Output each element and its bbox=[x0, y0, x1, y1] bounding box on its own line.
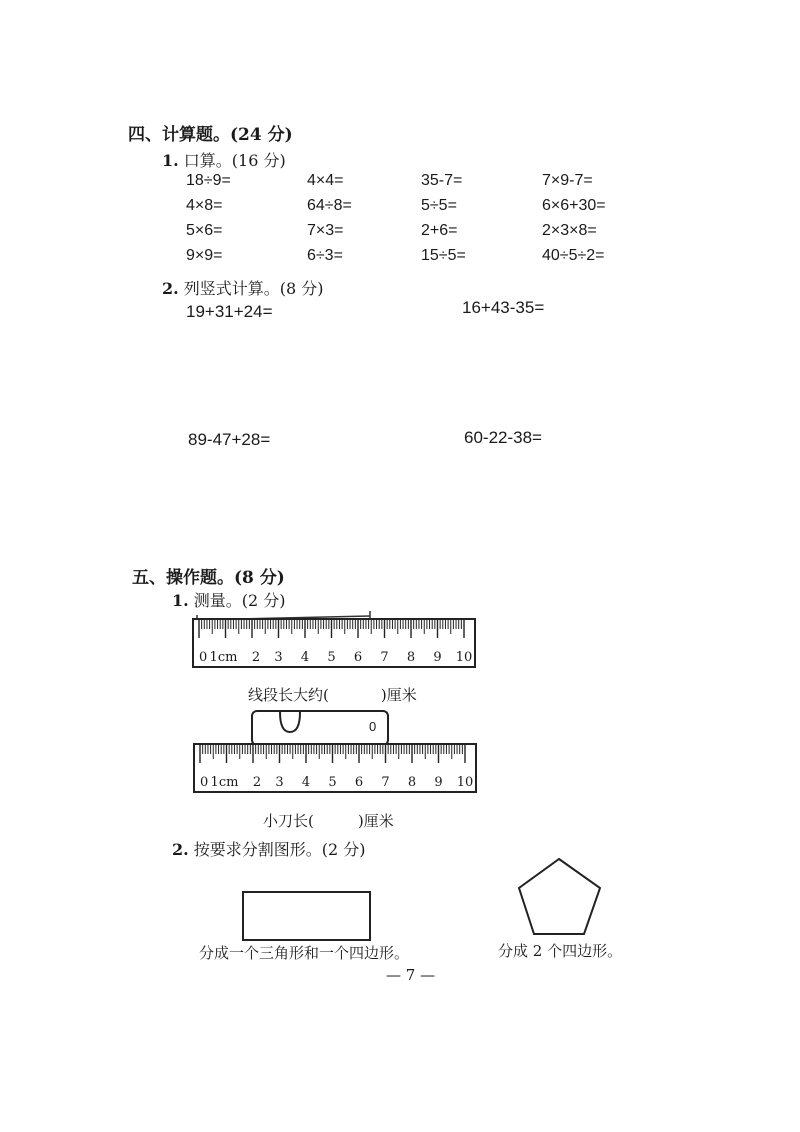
ruler-label: 7 bbox=[380, 650, 389, 665]
mental-math-item: 5÷5= bbox=[421, 197, 457, 214]
mental-math-item: 7×3= bbox=[307, 222, 344, 239]
pentagon-shape bbox=[512, 855, 608, 939]
knife-length-answer bbox=[263, 810, 394, 831]
knife-image bbox=[251, 710, 389, 746]
knife-length-prefix: 小刀长( bbox=[263, 812, 314, 830]
mental-math-item: 6÷3= bbox=[307, 247, 343, 264]
vertical-problem: 60-22-38= bbox=[464, 428, 542, 447]
question-1-label: 口算。(16 分) bbox=[183, 151, 286, 170]
ruler-label: 5 bbox=[327, 650, 336, 665]
ruler-label: 6 bbox=[354, 775, 364, 790]
mental-math-item: 9×9= bbox=[186, 247, 223, 264]
mental-math-item: 18÷9= bbox=[186, 172, 231, 189]
ruler-label: 10 bbox=[455, 650, 473, 665]
measure-number: 1. bbox=[172, 591, 189, 610]
ruler-label: 2 bbox=[252, 775, 262, 790]
ruler-label: 5 bbox=[328, 775, 337, 790]
ruler-label: 4 bbox=[301, 775, 311, 790]
ruler-label: 0 bbox=[199, 650, 208, 665]
question-2-label: 列竖式计算。(8 分) bbox=[183, 279, 324, 298]
mental-math-item: 7×9-7= bbox=[542, 172, 593, 189]
knife-notch-icon bbox=[253, 712, 387, 744]
divide-shapes-label: 按要求分割图形。(2 分) bbox=[193, 840, 366, 859]
ruler-label: 3 bbox=[274, 650, 283, 665]
segment-length-prefix: 线段长大约( bbox=[248, 686, 329, 704]
mental-math-item: 6×6+30= bbox=[542, 197, 606, 214]
mental-math-item: 35-7= bbox=[421, 172, 463, 189]
divide-shapes-number: 2. bbox=[172, 840, 189, 859]
ruler-scale bbox=[195, 745, 475, 791]
question-2-heading bbox=[162, 276, 324, 299]
mental-math-item: 4×4= bbox=[307, 172, 344, 189]
ruler-label: 7 bbox=[381, 775, 390, 790]
rectangle-shape bbox=[242, 891, 371, 941]
ruler-label: 9 bbox=[434, 775, 443, 790]
ruler-label: 8 bbox=[406, 650, 416, 665]
page-number: — 7 — bbox=[386, 966, 436, 984]
mental-math-item: 2×3×8= bbox=[542, 222, 597, 239]
ruler-label: 8 bbox=[407, 775, 417, 790]
segment-length-suffix: )厘米 bbox=[380, 686, 417, 704]
ruler-label: 1cm bbox=[209, 650, 238, 665]
ruler-label: 9 bbox=[433, 650, 442, 665]
ruler-label: 2 bbox=[251, 650, 261, 665]
pentagon-instruction: 分成 2 个四边形。 bbox=[498, 942, 623, 960]
ruler-label: 4 bbox=[300, 650, 310, 665]
mental-math-item: 4×8= bbox=[186, 197, 223, 214]
section-4-title: 四、计算题。(24 分) bbox=[128, 125, 293, 145]
vertical-problem: 19+31+24= bbox=[186, 302, 273, 321]
question-1-heading bbox=[162, 148, 286, 171]
knife-scale-zero: 0 bbox=[369, 719, 377, 734]
section-5-title: 五、操作题。(8 分) bbox=[132, 568, 285, 588]
rectangle-instruction: 分成一个三角形和一个四边形。 bbox=[199, 944, 410, 962]
ruler-label: 0 bbox=[200, 775, 209, 790]
question-2-number: 2. bbox=[162, 279, 179, 298]
mental-math-item: 64÷8= bbox=[307, 197, 352, 214]
measure-label: 测量。(2 分) bbox=[193, 591, 286, 610]
ruler-scale bbox=[194, 620, 474, 666]
mental-math-item: 2+6= bbox=[421, 222, 458, 239]
segment-length-answer bbox=[248, 684, 417, 705]
ruler bbox=[193, 743, 477, 793]
knife-length-suffix: )厘米 bbox=[357, 812, 394, 830]
mental-math-item: 40÷5÷2= bbox=[542, 247, 605, 264]
question-1-number: 1. bbox=[162, 151, 179, 170]
ruler-label: 1cm bbox=[210, 775, 239, 790]
mental-math-item: 5×6= bbox=[186, 222, 223, 239]
ruler-label: 6 bbox=[353, 650, 363, 665]
vertical-problem: 16+43-35= bbox=[462, 298, 545, 317]
mental-math-item: 15÷5= bbox=[421, 247, 466, 264]
vertical-problem: 89-47+28= bbox=[188, 430, 271, 449]
divide-shapes-heading bbox=[172, 837, 366, 860]
ruler bbox=[192, 618, 476, 668]
ruler-label: 10 bbox=[456, 775, 474, 790]
ruler-label: 3 bbox=[275, 775, 284, 790]
